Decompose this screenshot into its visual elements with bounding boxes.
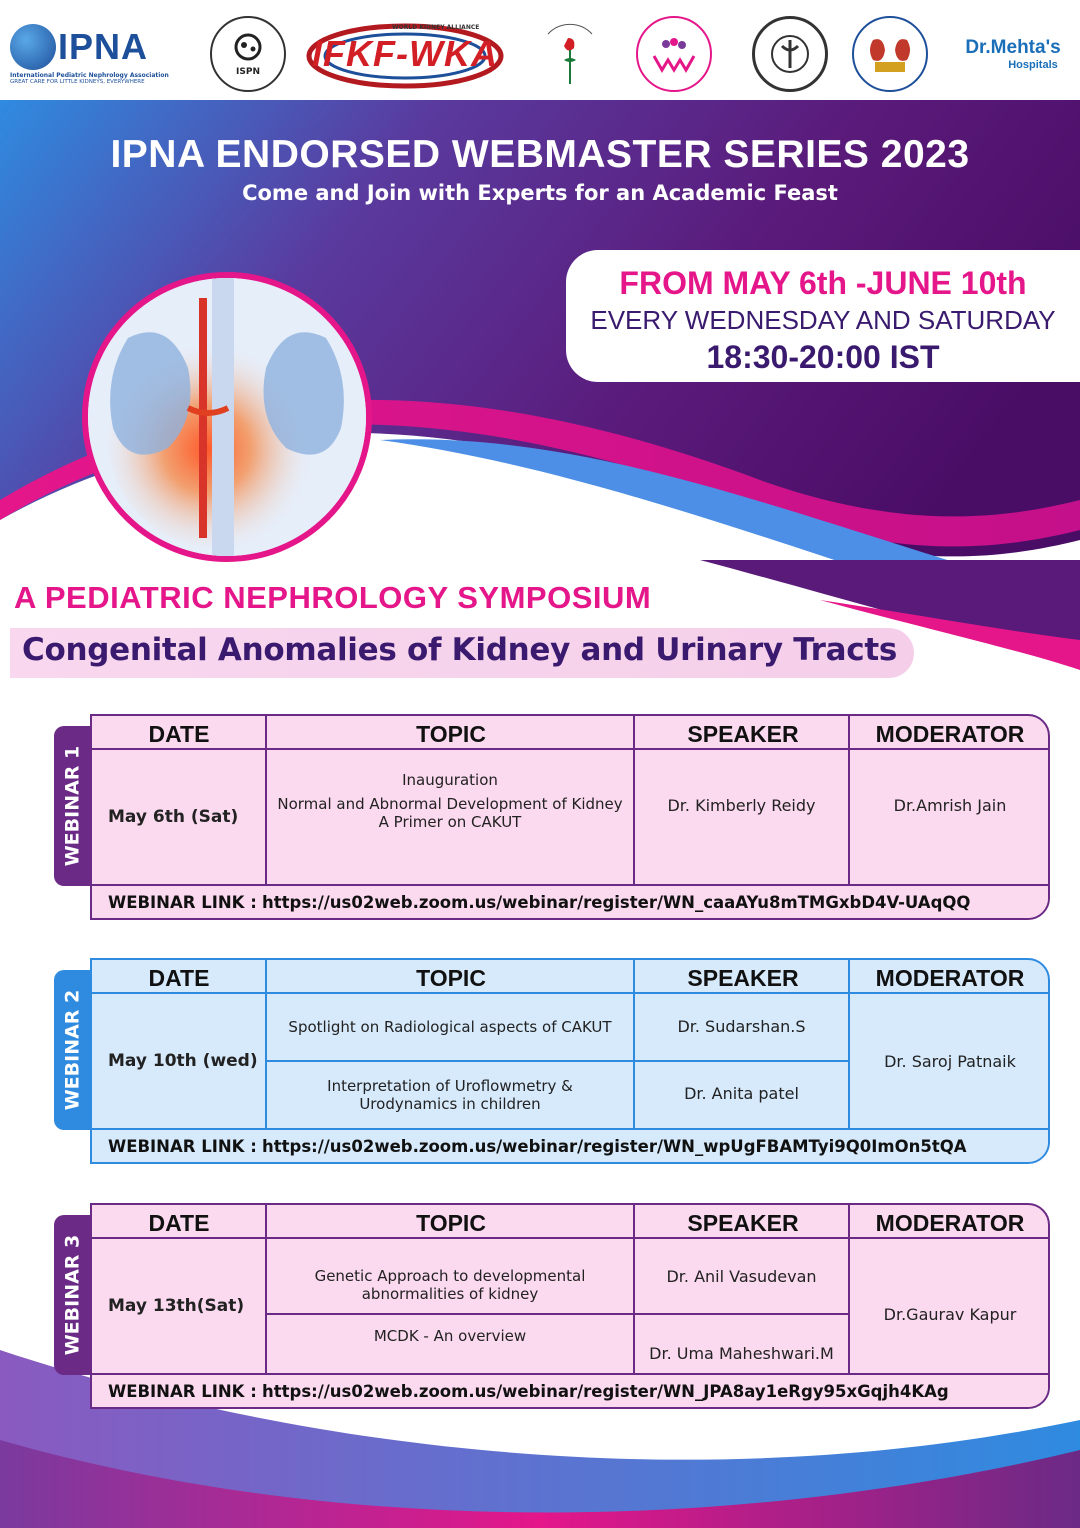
ipna-tagline-2: GREAT CARE FOR LITTLE KIDNEYS, EVERYWHERE bbox=[10, 78, 145, 85]
mehta-wordmark: Dr.Mehta's bbox=[965, 37, 1061, 58]
ifkf-subtitle: WORLD KIDNEY ALLIANCE bbox=[392, 24, 480, 31]
mehta-subtitle: Hospitals bbox=[1008, 59, 1058, 71]
webinar-tab-label: WEBINAR 1 bbox=[61, 745, 83, 867]
webinar-date: May 6th (Sat) bbox=[108, 807, 239, 827]
schedule-box bbox=[566, 250, 1080, 382]
col-header-date: DATE bbox=[148, 721, 210, 747]
kidney-foundation-logo bbox=[852, 14, 928, 94]
ipna-wordmark: IPNA bbox=[58, 25, 149, 67]
kidney-illustration bbox=[82, 272, 372, 562]
col-header-topic: TOPIC bbox=[416, 965, 486, 991]
webinar-tab-3 bbox=[54, 1215, 90, 1375]
col-header-date: DATE bbox=[148, 965, 210, 991]
topic-banner bbox=[10, 628, 914, 678]
mehta-logo bbox=[958, 14, 1068, 94]
topic-line: Inauguration bbox=[402, 771, 498, 789]
webinar-link[interactable]: https://us02web.zoom.us/webinar/register/WN_wpUgFBAMTyi9Q0ImOn5tQA bbox=[262, 1137, 967, 1156]
iap-logo bbox=[540, 14, 600, 94]
ifkf-wordmark: IFKF-WKA bbox=[312, 33, 498, 74]
speaker-name: Dr. Uma Maheshwari.M bbox=[649, 1344, 834, 1363]
schedule-time: 18:30-20:00 IST bbox=[706, 339, 940, 375]
page-title: IPNA ENDORSED WEBMASTER SERIES 2023 bbox=[110, 133, 970, 176]
speaker-name: Dr. Anil Vasudevan bbox=[666, 1267, 817, 1286]
webinar-link-label: WEBINAR LINK : bbox=[108, 1382, 257, 1401]
topic-text: Spotlight on Radiological aspects of CAKUT bbox=[288, 1018, 612, 1036]
webinar-link-label: WEBINAR LINK : bbox=[108, 1137, 257, 1156]
webinar-date: May 13th(Sat) bbox=[108, 1296, 245, 1316]
webinar-link-row bbox=[92, 1375, 1050, 1409]
speaker-name: Dr. Sudarshan.S bbox=[677, 1016, 806, 1036]
col-header-speaker: SPEAKER bbox=[687, 721, 799, 747]
col-header-speaker: SPEAKER bbox=[687, 965, 799, 991]
family-icon bbox=[228, 31, 268, 67]
webinar-tab-label: WEBINAR 3 bbox=[61, 1234, 83, 1356]
topic-text: Interpretation of Uroflowmetry & Urodynamics in children bbox=[327, 1077, 573, 1113]
schedule-days: EVERY WEDNESDAY AND SATURDAY bbox=[590, 305, 1056, 335]
ispn-logo bbox=[210, 14, 286, 94]
ispn-text: ISPN bbox=[236, 67, 260, 77]
webinar-card-2 bbox=[54, 958, 1050, 1164]
ifkf-logo bbox=[300, 14, 510, 94]
speaker-name: Dr. Anita patel bbox=[684, 1083, 799, 1103]
page-subtitle: Come and Join with Experts for an Academic Feast bbox=[242, 181, 838, 205]
webinar-date: May 10th (wed) bbox=[108, 1051, 258, 1071]
moderator-name: Dr.Amrish Jain bbox=[893, 795, 1007, 815]
topic-title: Congenital Anomalies of Kidney and Urinary Tracts bbox=[22, 632, 898, 668]
ipna-tagline: International Pediatric Nephrology Association bbox=[10, 71, 169, 79]
webinar-card-1 bbox=[54, 714, 1050, 920]
webinar-tab-label: WEBINAR 2 bbox=[61, 989, 83, 1111]
wn-emblem-icon bbox=[646, 34, 702, 74]
webinar-link-label: WEBINAR LINK : bbox=[108, 893, 257, 912]
webinar-link-row bbox=[92, 886, 1050, 920]
tanker-logo bbox=[752, 14, 828, 94]
webinar-table-2 bbox=[90, 958, 1050, 1164]
col-header-moderator: MODERATOR bbox=[875, 965, 1025, 991]
logo-strip bbox=[0, 0, 1080, 100]
topic-text: Genetic Approach to developmental abnormalities of kidney bbox=[314, 1267, 586, 1303]
speaker-name: Dr. Kimberly Reidy bbox=[667, 795, 816, 815]
ipna-logo bbox=[10, 14, 170, 94]
col-header-date: DATE bbox=[148, 1210, 210, 1236]
topic-line: A Primer on CAKUT bbox=[378, 813, 522, 831]
moderator-name: Dr.Gaurav Kapur bbox=[883, 1304, 1017, 1324]
symposium-title: A PEDIATRIC NEPHROLOGY SYMPOSIUM bbox=[14, 580, 652, 615]
topic-line: Normal and Abnormal Development of Kidney bbox=[277, 795, 623, 813]
moderator-name: Dr. Saroj Patnaik bbox=[884, 1051, 1016, 1071]
webinar-link[interactable]: https://us02web.zoom.us/webinar/register/WN_caaAYu8mTMGxbD4V-UAqQQ bbox=[262, 893, 971, 912]
col-header-moderator: MODERATOR bbox=[875, 1210, 1025, 1236]
webinar-tab-1 bbox=[54, 726, 90, 886]
webinar-table-1 bbox=[90, 714, 1050, 920]
webinar-link[interactable]: https://us02web.zoom.us/webinar/register/WN_JPA8ay1eRgy95xGqjh4KAg bbox=[262, 1382, 949, 1401]
kidney-pair-icon bbox=[865, 32, 915, 76]
webinar-tab-2 bbox=[54, 970, 90, 1130]
webinar-table-3 bbox=[90, 1203, 1050, 1409]
col-header-moderator: MODERATOR bbox=[875, 721, 1025, 747]
col-header-topic: TOPIC bbox=[416, 1210, 486, 1236]
globe-icon bbox=[10, 24, 56, 70]
col-header-topic: TOPIC bbox=[416, 721, 486, 747]
tanker-emblem-icon bbox=[760, 24, 820, 84]
wn-logo bbox=[636, 14, 712, 94]
col-header-speaker: SPEAKER bbox=[687, 1210, 799, 1236]
webinar-card-3 bbox=[54, 1203, 1050, 1409]
date-range: FROM MAY 6th -JUNE 10th bbox=[619, 265, 1027, 301]
kidney-anatomy-icon bbox=[88, 278, 366, 556]
webinar-link-row bbox=[92, 1130, 1050, 1164]
topic-text: MCDK - An overview bbox=[373, 1327, 527, 1345]
iap-emblem-icon bbox=[540, 16, 600, 92]
